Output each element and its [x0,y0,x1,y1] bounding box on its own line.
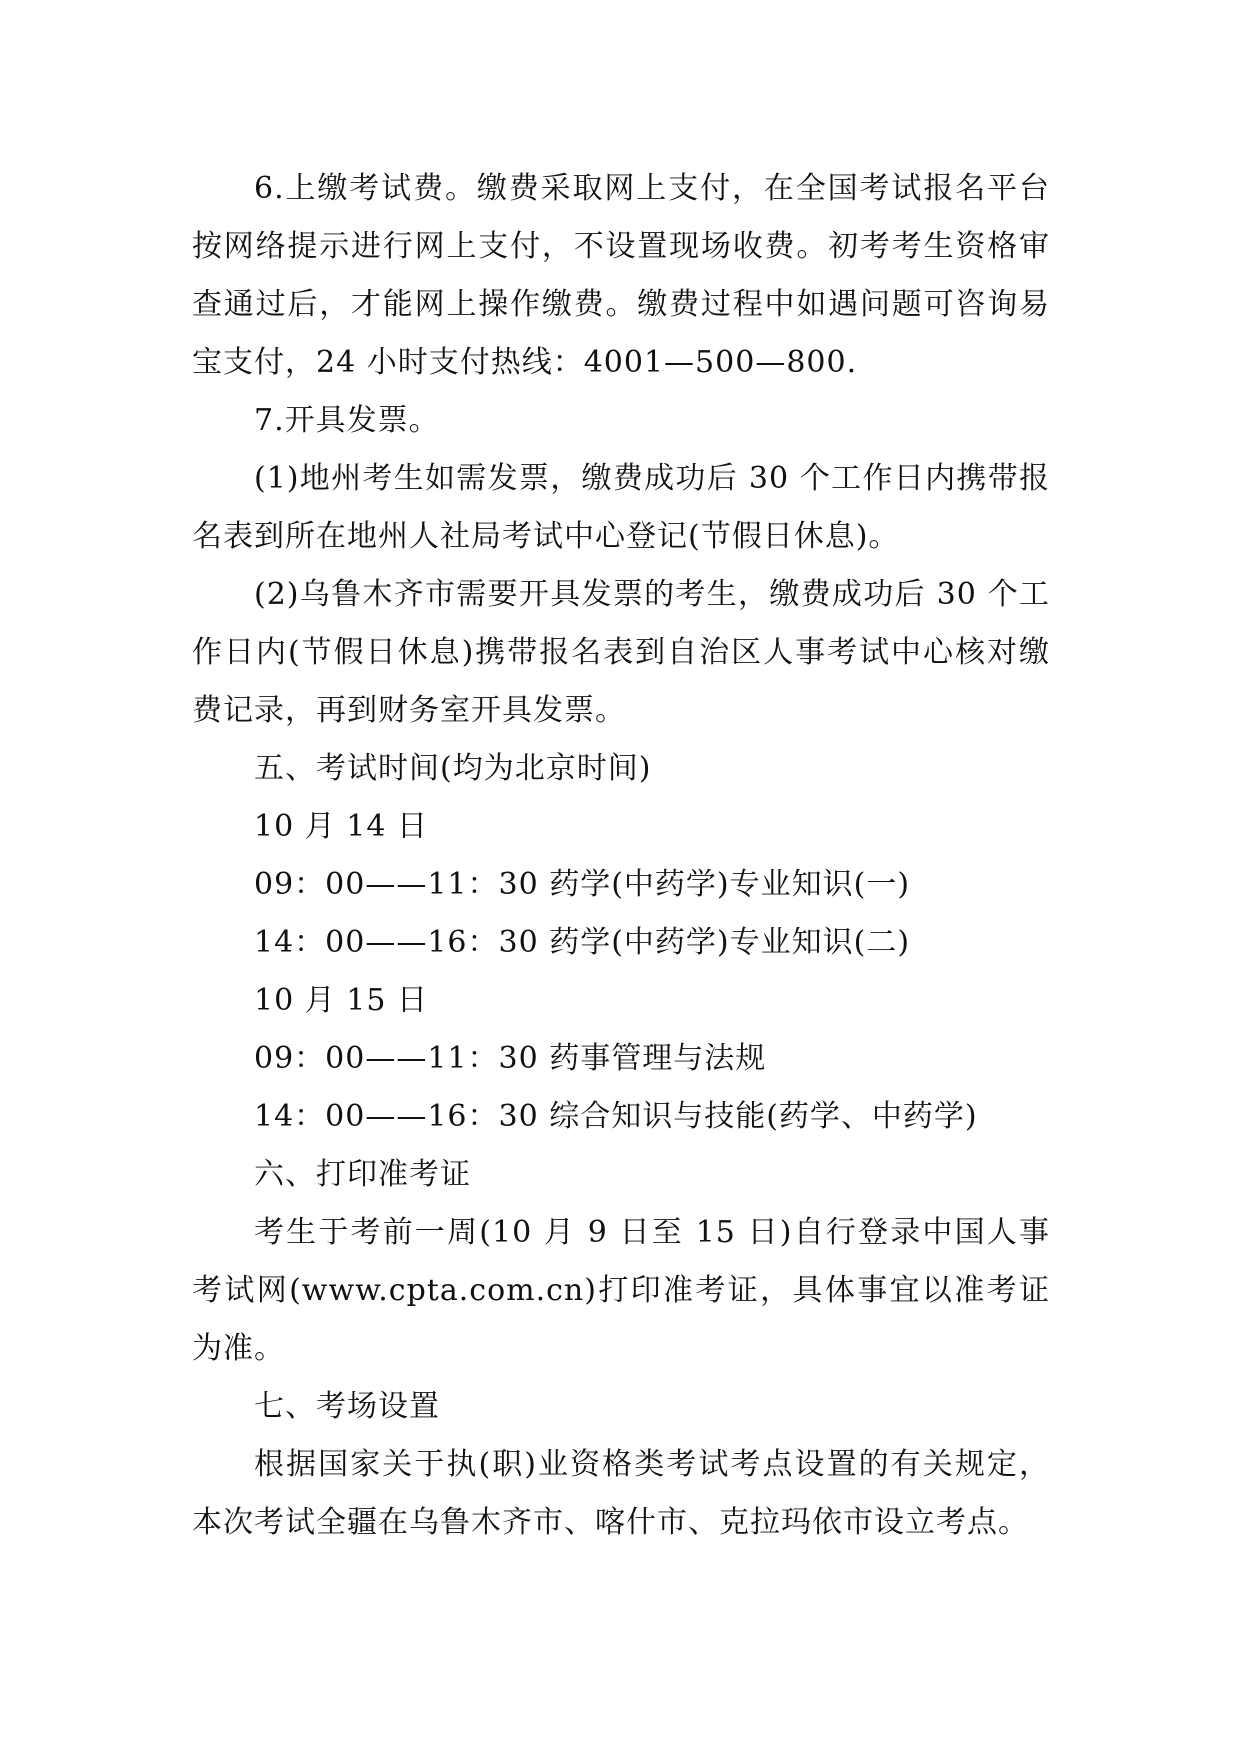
paragraph-exam-sites: 根据国家关于执(职)业资格类考试考点设置的有关规定，本次考试全疆在乌鲁木齐市、喀什市、克拉玛依市设立考点。 [192,1447,1050,1540]
section-heading-admission-ticket: 六、打印准考证 [254,1157,471,1192]
exam-slot-oct15-morning: 09：00——11：30 药事管理与法规 [254,1041,767,1076]
exam-slot-oct15-afternoon: 14：00——16：30 综合知识与技能(药学、中药学) [254,1099,978,1134]
exam-date-oct-15: 10 月 15 日 [254,983,428,1018]
paragraph-admission-ticket: 考生于考前一周(10 月 9 日至 15 日)自行登录中国人事考试网(www.cpta.com.cn)打印准考证，具体事宜以准考证为准。 [192,1215,1050,1366]
document-page [192,160,1050,1552]
section-heading-exam-time: 五、考试时间(均为北京时间) [254,751,652,786]
paragraph-invoice-urumqi: (2)乌鲁木齐市需要开具发票的考生，缴费成功后 30 个工作日内(节假日休息)携带报名表到自治区人事考试中心核对缴费记录，再到财务室开具发票。 [192,577,1050,728]
exam-date-oct-14: 10 月 14 日 [254,809,428,844]
paragraph-invoice-heading: 7.开具发票。 [254,403,440,438]
exam-slot-oct14-morning: 09：00——11：30 药学(中药学)专业知识(一) [254,867,911,902]
exam-slot-oct14-afternoon: 14：00——16：30 药学(中药学)专业知识(二) [254,925,911,960]
section-heading-exam-sites: 七、考场设置 [254,1389,440,1424]
paragraph-invoice-prefecture: (1)地州考生如需发票，缴费成功后 30 个工作日内携带报名表到所在地州人社局考试中心登记(节假日休息)。 [192,461,1050,554]
paragraph-fee-payment: 6.上缴考试费。缴费采取网上支付，在全国考试报名平台按网络提示进行网上支付，不设置现场收费。初考考生资格审查通过后，才能网上操作缴费。缴费过程中如遇问题可咨询易宝支付，24 小时支付热线：4001—500—800. [192,171,1050,380]
